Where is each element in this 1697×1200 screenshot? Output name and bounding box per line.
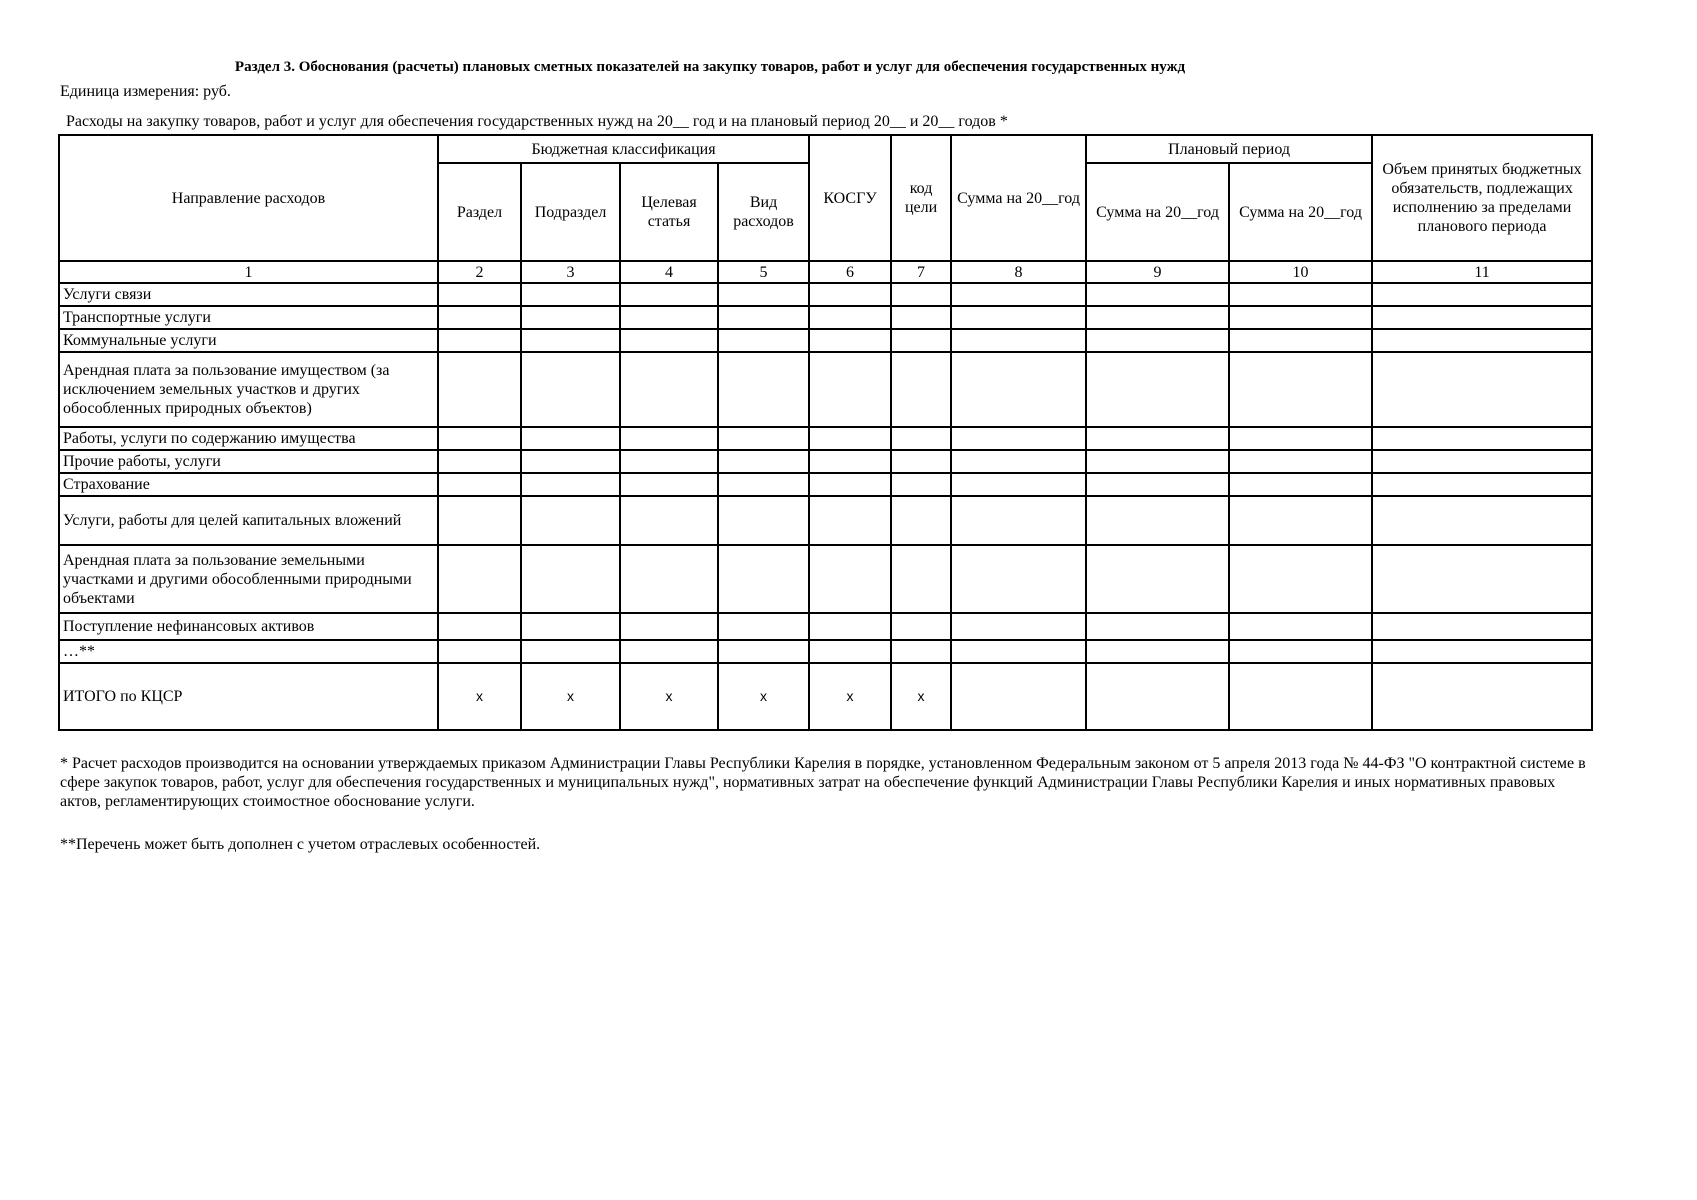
row-label: Транспортные услуги xyxy=(59,306,438,329)
unit-of-measure: Единица измерения: руб. xyxy=(60,83,231,100)
header-sum-plan1: Сумма на 20__год xyxy=(1086,163,1229,261)
column-number: 11 xyxy=(1372,261,1592,283)
row-label: Услуги связи xyxy=(59,283,438,306)
header-obligations: Объем принятых бюджетных обязательств, подлежащих исполнению за пределами планового периода xyxy=(1372,135,1592,261)
table-row xyxy=(59,306,1592,329)
total-mark: x xyxy=(718,663,809,730)
table-row xyxy=(59,473,1592,496)
table-row xyxy=(59,613,1592,640)
total-label: ИТОГО по КЦСР xyxy=(59,663,438,730)
table-row xyxy=(59,427,1592,450)
table-row xyxy=(59,283,1592,306)
table-row xyxy=(59,496,1592,545)
column-number: 5 xyxy=(718,261,809,283)
header-sum-plan2: Сумма на 20__год xyxy=(1229,163,1372,261)
page-title: Раздел 3. Обоснования (расчеты) плановых сметных показателей на закупку товаров, работ и услуг для обеспечения государственных нужд xyxy=(234,59,1186,75)
row-label: Услуги, работы для целей капитальных вложений xyxy=(59,496,438,545)
column-number: 9 xyxy=(1086,261,1229,283)
total-mark: x xyxy=(521,663,620,730)
column-number: 4 xyxy=(620,261,718,283)
row-label: Работы, услуги по содержанию имущества xyxy=(59,427,438,450)
column-number: 6 xyxy=(809,261,891,283)
column-number: 8 xyxy=(951,261,1086,283)
row-label: Страхование xyxy=(59,473,438,496)
header-plan-period: Плановый период xyxy=(1086,135,1372,163)
expenses-table xyxy=(58,134,1593,731)
column-number-row xyxy=(59,261,1592,283)
row-label: Арендная плата за пользование земельными участками и другими обособленными природными объектами xyxy=(59,545,438,613)
row-label: Коммунальные услуги xyxy=(59,329,438,352)
table-row xyxy=(59,450,1592,473)
table-row xyxy=(59,352,1592,427)
row-label: Поступление нефинансовых активов xyxy=(59,613,438,640)
total-row xyxy=(59,663,1592,730)
header-sum-current: Сумма на 20__год xyxy=(951,135,1086,261)
column-number: 1 xyxy=(59,261,438,283)
table-row xyxy=(59,640,1592,663)
total-mark: x xyxy=(891,663,951,730)
table-row xyxy=(59,545,1592,613)
header-direction: Направление расходов xyxy=(59,135,438,261)
column-number: 10 xyxy=(1229,261,1372,283)
total-mark: x xyxy=(438,663,521,730)
table-caption: Расходы на закупку товаров, работ и услуг для обеспечения государственных нужд на 20__ год и на плановый период 20__ и 20__ годов * xyxy=(66,113,1008,130)
header-budget-classification: Бюджетная классификация xyxy=(438,135,809,163)
header-goal-code: код цели xyxy=(891,135,951,261)
header-target: Целевая статья xyxy=(620,163,718,261)
header-type: Вид расходов xyxy=(718,163,809,261)
column-number: 2 xyxy=(438,261,521,283)
row-label: …** xyxy=(59,640,438,663)
header-kosgu: КОСГУ xyxy=(809,135,891,261)
row-label: Арендная плата за пользование имуществом (за исключением земельных участков и других обособленных природных объектов) xyxy=(59,352,438,427)
header-subsection: Подраздел xyxy=(521,163,620,261)
column-number: 3 xyxy=(521,261,620,283)
column-number: 7 xyxy=(891,261,951,283)
total-mark: x xyxy=(620,663,718,730)
row-label: Прочие работы, услуги xyxy=(59,450,438,473)
footnote-calculation: * Расчет расходов производится на основании утверждаемых приказом Администрации Главы Республики Карелия в порядке, установленном Федеральным законом от 5 апреля 2013 года № 44-ФЗ "О контрактной системе в сфере закупок товаров, работ, услуг для обеспечения государственных и муниципальных нужд", нормативных затрат на обеспечение функций Администрации Главы Республики Карелия и иных нормативных правовых актов, регламентирующих стоимостное обоснование услуги. xyxy=(60,755,1586,810)
header-section: Раздел xyxy=(438,163,521,261)
total-mark: x xyxy=(809,663,891,730)
footnote-list: **Перечень может быть дополнен с учетом отраслевых особенностей. xyxy=(60,836,541,853)
table-row xyxy=(59,329,1592,352)
